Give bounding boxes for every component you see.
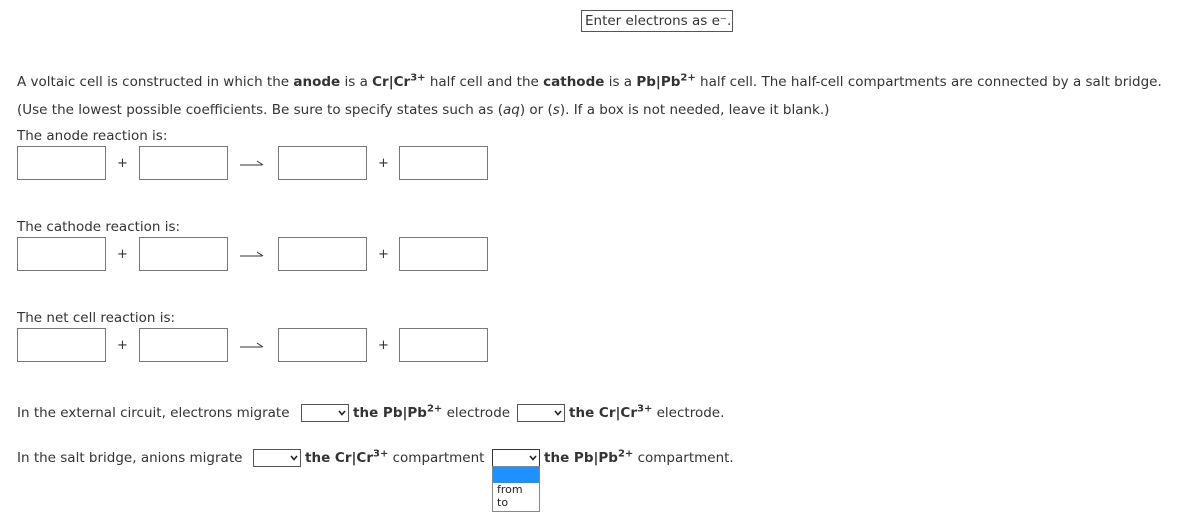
instr-aq: aq	[503, 102, 520, 118]
chevron-down-icon	[553, 408, 563, 418]
instr-text-1: (Use the lowest possible coefficients. Be sure to specify states such as (	[17, 102, 504, 118]
plus-sign: +	[378, 338, 389, 353]
cr-couple: the Cr|Cr	[305, 450, 373, 466]
external-from-to-select-2[interactable]	[517, 404, 565, 422]
dropdown-option-to[interactable]: to	[497, 496, 509, 509]
cathode-reactant-1-input[interactable]	[17, 237, 106, 271]
intro-text-3: half cell and the	[425, 74, 544, 90]
net-reactant-2-input[interactable]	[139, 328, 228, 362]
chevron-down-icon	[337, 408, 347, 418]
external-target-1	[353, 403, 510, 423]
electron-hint: Enter electrons as e⁻.	[581, 10, 733, 32]
anode-product-1-input[interactable]	[278, 146, 367, 180]
chevron-down-icon	[528, 453, 538, 463]
cathode-product-1-input[interactable]	[278, 237, 367, 271]
anode-couple: Cr|Cr	[372, 74, 411, 90]
intro-text-2: is a	[340, 74, 373, 90]
external-circuit-prefix: In the external circuit, electrons migrate	[17, 405, 290, 421]
cathode-charge: 2+	[680, 72, 696, 84]
plus-sign: +	[117, 338, 128, 353]
cathode-couple: Pb|Pb	[636, 74, 681, 90]
anode-reactant-2-input[interactable]	[139, 146, 228, 180]
problem-statement	[17, 72, 1162, 92]
plus-sign: +	[378, 156, 389, 171]
compartment-word: compartment	[388, 450, 485, 466]
cathode-reactant-2-input[interactable]	[139, 237, 228, 271]
net-product-2-input[interactable]	[399, 328, 488, 362]
electrode-word: electrode	[442, 405, 511, 421]
electrode-word: electrode.	[652, 405, 725, 421]
net-reaction-label: The net cell reaction is:	[17, 310, 176, 326]
anode-reaction-label: The anode reaction is:	[17, 128, 168, 144]
saltbridge-from-to-select-2[interactable]	[492, 449, 540, 467]
intro-text-4: is a	[604, 74, 637, 90]
saltbridge-target-2	[544, 448, 734, 468]
pb-charge: 2+	[617, 448, 634, 460]
saltbridge-from-to-select[interactable]	[253, 449, 301, 467]
external-target-2	[569, 403, 724, 423]
salt-bridge-prefix: In the salt bridge, anions migrate	[17, 450, 243, 466]
pb-couple: the Pb|Pb	[353, 405, 427, 421]
anode-product-2-input[interactable]	[399, 146, 488, 180]
net-product-1-input[interactable]	[278, 328, 367, 362]
reaction-arrow-icon	[240, 341, 264, 351]
reaction-arrow-icon	[240, 159, 264, 169]
external-from-to-select[interactable]	[301, 404, 349, 422]
chevron-down-icon	[289, 453, 299, 463]
compartment-word: compartment.	[633, 450, 734, 466]
from-to-dropdown-list	[492, 466, 540, 512]
cathode-product-2-input[interactable]	[399, 237, 488, 271]
cr-couple: the Cr|Cr	[569, 405, 637, 421]
intro-text-5: half cell. The half-cell compartments are connected by a salt bridge.	[695, 74, 1162, 90]
instr-s: s	[552, 102, 560, 118]
plus-sign: +	[117, 156, 128, 171]
cathode-reaction-label: The cathode reaction is:	[17, 219, 181, 235]
anode-reactant-1-input[interactable]	[17, 146, 106, 180]
cr-charge: 3+	[372, 448, 389, 460]
plus-sign: +	[378, 247, 389, 262]
anode-word: anode	[293, 74, 341, 90]
pb-couple: the Pb|Pb	[544, 450, 618, 466]
plus-sign: +	[117, 247, 128, 262]
dropdown-highlighted-option[interactable]	[493, 467, 539, 483]
pb-charge: 2+	[426, 403, 443, 415]
saltbridge-target-1	[305, 448, 484, 468]
intro-text-1: A voltaic cell is constructed in which the	[17, 74, 294, 90]
cr-charge: 3+	[636, 403, 653, 415]
net-reactant-1-input[interactable]	[17, 328, 106, 362]
cathode-word: cathode	[543, 74, 605, 90]
instructions	[17, 100, 829, 120]
reaction-arrow-icon	[240, 250, 264, 260]
dropdown-option-from[interactable]: from	[497, 483, 523, 496]
instr-text-2: ) or (	[519, 102, 553, 118]
anode-charge: 3+	[410, 72, 426, 84]
instr-text-3: ). If a box is not needed, leave it blank.)	[559, 102, 830, 118]
